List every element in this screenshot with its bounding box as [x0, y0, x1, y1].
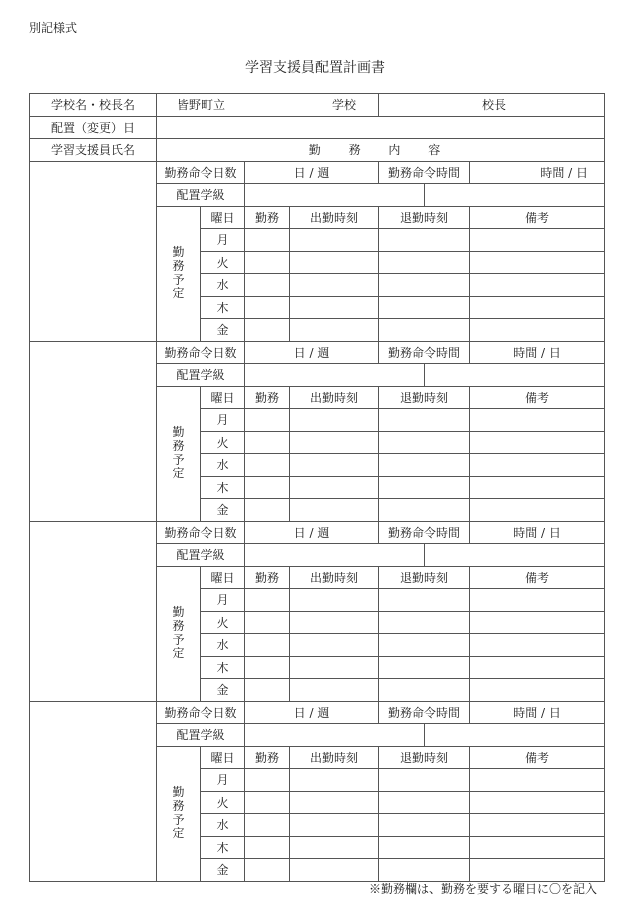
class-value-cell[interactable] — [245, 364, 425, 387]
start-time-cell[interactable] — [290, 859, 379, 882]
note-header: 備考 — [470, 206, 605, 229]
note-cell[interactable] — [470, 679, 605, 702]
work-header: 勤務 — [245, 566, 290, 589]
work-cell[interactable] — [245, 634, 290, 657]
footnote: ※勤務欄は、勤務を要する曜日に〇を記入 — [368, 882, 597, 896]
start-time-cell[interactable] — [290, 791, 379, 814]
class-label: 配置学級 — [157, 544, 245, 567]
note-cell[interactable] — [470, 274, 605, 297]
note-cell[interactable] — [470, 836, 605, 859]
weekday-cell: 金 — [201, 679, 245, 702]
work-cell[interactable] — [245, 791, 290, 814]
note-cell[interactable] — [470, 251, 605, 274]
vertical-char: 務 — [172, 618, 185, 633]
weekday-header: 曜日 — [201, 566, 245, 589]
end-time-cell[interactable] — [379, 859, 470, 882]
vertical-char: 定 — [172, 826, 185, 841]
weekday-cell: 火 — [201, 611, 245, 634]
days-row — [30, 161, 605, 184]
class-extra-cell[interactable] — [425, 544, 605, 567]
hours-label: 勤務命令時間 — [379, 341, 470, 364]
work-cell[interactable] — [245, 679, 290, 702]
vertical-char: 勤 — [172, 604, 185, 619]
start-time-header: 出勤時刻 — [290, 386, 379, 409]
end-time-cell[interactable] — [379, 836, 470, 859]
principal-name-cell[interactable] — [379, 94, 605, 117]
start-time-cell[interactable] — [290, 454, 379, 477]
note-cell[interactable] — [470, 454, 605, 477]
end-time-cell[interactable] — [379, 476, 470, 499]
note-cell[interactable] — [470, 589, 605, 612]
work-cell[interactable] — [245, 859, 290, 882]
work-cell[interactable] — [245, 769, 290, 792]
weekday-cell: 木 — [201, 476, 245, 499]
end-time-cell[interactable] — [379, 431, 470, 454]
note-header: 備考 — [470, 386, 605, 409]
start-time-cell[interactable] — [290, 836, 379, 859]
duty-header: 勤 務 内 容 — [157, 139, 605, 162]
vertical-char: 定 — [172, 646, 185, 661]
weekday-cell: 金 — [201, 319, 245, 342]
start-time-cell[interactable] — [290, 656, 379, 679]
school-label: 学校名・校長名 — [30, 94, 157, 117]
school-name-cell[interactable] — [157, 94, 379, 117]
start-time-cell[interactable] — [290, 274, 379, 297]
end-time-cell[interactable] — [379, 251, 470, 274]
class-label: 配置学級 — [157, 184, 245, 207]
start-time-cell[interactable] — [290, 589, 379, 612]
school-suffix: 学校 — [332, 98, 357, 113]
class-label: 配置学級 — [157, 364, 245, 387]
note-cell[interactable] — [470, 634, 605, 657]
date-label: 配置（変更）日 — [30, 116, 157, 139]
weekday-cell: 水 — [201, 274, 245, 297]
note-cell[interactable] — [470, 296, 605, 319]
start-time-cell[interactable] — [290, 319, 379, 342]
weekday-cell: 木 — [201, 836, 245, 859]
start-time-header: 出勤時刻 — [290, 746, 379, 769]
weekday-cell: 火 — [201, 251, 245, 274]
work-cell[interactable] — [245, 409, 290, 432]
days-unit: 日 / 週 — [245, 521, 379, 544]
vertical-char: 予 — [172, 812, 185, 827]
start-time-cell[interactable] — [290, 431, 379, 454]
vertical-char: 勤 — [172, 244, 185, 259]
weekday-cell: 月 — [201, 229, 245, 252]
weekday-cell: 木 — [201, 296, 245, 319]
weekday-header: 曜日 — [201, 386, 245, 409]
work-cell[interactable] — [245, 454, 290, 477]
days-row — [30, 341, 605, 364]
vertical-char: 務 — [172, 258, 185, 273]
note-cell[interactable] — [470, 499, 605, 522]
weekday-cell: 水 — [201, 634, 245, 657]
work-cell[interactable] — [245, 611, 290, 634]
days-row — [30, 701, 605, 724]
end-time-cell[interactable] — [379, 634, 470, 657]
staff-name-cell[interactable] — [30, 341, 157, 521]
weekday-cell: 火 — [201, 791, 245, 814]
start-time-header: 出勤時刻 — [290, 566, 379, 589]
work-cell[interactable] — [245, 251, 290, 274]
work-cell[interactable] — [245, 656, 290, 679]
end-time-cell[interactable] — [379, 611, 470, 634]
note-header: 備考 — [470, 566, 605, 589]
vertical-char: 予 — [172, 632, 185, 647]
work-cell[interactable] — [245, 319, 290, 342]
work-cell[interactable] — [245, 499, 290, 522]
end-time-cell[interactable] — [379, 229, 470, 252]
work-cell[interactable] — [245, 476, 290, 499]
class-extra-cell[interactable] — [425, 364, 605, 387]
weekday-cell: 月 — [201, 589, 245, 612]
end-time-cell[interactable] — [379, 679, 470, 702]
start-time-cell[interactable] — [290, 679, 379, 702]
hours-unit: 時間 / 日 — [470, 701, 605, 724]
note-cell[interactable] — [470, 476, 605, 499]
staff-name-cell[interactable] — [30, 161, 157, 341]
vertical-char: 定 — [172, 466, 185, 481]
end-time-cell[interactable] — [379, 296, 470, 319]
class-extra-cell[interactable] — [425, 724, 605, 747]
start-time-cell[interactable] — [290, 229, 379, 252]
class-value-cell[interactable] — [245, 184, 425, 207]
note-cell[interactable] — [470, 431, 605, 454]
end-time-cell[interactable] — [379, 409, 470, 432]
weekday-cell: 水 — [201, 814, 245, 837]
schedule-vertical-label — [157, 566, 201, 701]
note-cell[interactable] — [470, 229, 605, 252]
end-time-header: 退勤時刻 — [379, 386, 470, 409]
days-unit: 日 / 週 — [245, 701, 379, 724]
schedule-vertical-label — [157, 206, 201, 341]
end-time-cell[interactable] — [379, 769, 470, 792]
days-row — [30, 521, 605, 544]
vertical-char: 勤 — [172, 784, 185, 799]
work-cell[interactable] — [245, 589, 290, 612]
start-time-header: 出勤時刻 — [290, 206, 379, 229]
form-number-label: 別記様式 — [29, 21, 78, 35]
work-cell[interactable] — [245, 296, 290, 319]
end-time-cell[interactable] — [379, 656, 470, 679]
end-time-cell[interactable] — [379, 589, 470, 612]
hours-unit: 時間 / 日 — [470, 521, 605, 544]
start-time-cell[interactable] — [290, 499, 379, 522]
start-time-cell[interactable] — [290, 251, 379, 274]
end-time-cell[interactable] — [379, 454, 470, 477]
note-cell[interactable] — [470, 859, 605, 882]
hours-label: 勤務命令時間 — [379, 521, 470, 544]
note-cell[interactable] — [470, 409, 605, 432]
vertical-char: 予 — [172, 452, 185, 467]
note-cell[interactable] — [470, 611, 605, 634]
work-header: 勤務 — [245, 206, 290, 229]
vertical-char: 務 — [172, 798, 185, 813]
end-time-header: 退勤時刻 — [379, 746, 470, 769]
end-time-cell[interactable] — [379, 274, 470, 297]
placement-plan-table — [29, 93, 605, 882]
class-value-cell[interactable] — [245, 724, 425, 747]
class-extra-cell[interactable] — [425, 184, 605, 207]
note-cell[interactable] — [470, 769, 605, 792]
hours-unit: 時間 / 日 — [470, 341, 605, 364]
start-time-cell[interactable] — [290, 814, 379, 837]
name-label: 学習支援員氏名 — [30, 139, 157, 162]
weekday-header: 曜日 — [201, 206, 245, 229]
note-cell[interactable] — [470, 319, 605, 342]
start-time-cell[interactable] — [290, 769, 379, 792]
weekday-cell: 月 — [201, 769, 245, 792]
class-value-cell[interactable] — [245, 544, 425, 567]
work-cell[interactable] — [245, 814, 290, 837]
start-time-cell[interactable] — [290, 409, 379, 432]
work-header: 勤務 — [245, 746, 290, 769]
weekday-cell: 金 — [201, 859, 245, 882]
school-row — [30, 94, 605, 117]
end-time-cell[interactable] — [379, 814, 470, 837]
document-title: 学習支援員配置計画書 — [245, 60, 385, 76]
class-label: 配置学級 — [157, 724, 245, 747]
work-header: 勤務 — [245, 386, 290, 409]
start-time-cell[interactable] — [290, 476, 379, 499]
weekday-cell: 火 — [201, 431, 245, 454]
days-label: 勤務命令日数 — [157, 341, 245, 364]
weekday-header: 曜日 — [201, 746, 245, 769]
weekday-cell: 月 — [201, 409, 245, 432]
weekday-cell: 金 — [201, 499, 245, 522]
vertical-char: 勤 — [172, 424, 185, 439]
note-cell[interactable] — [470, 656, 605, 679]
end-time-cell[interactable] — [379, 499, 470, 522]
end-time-cell[interactable] — [379, 319, 470, 342]
days-label: 勤務命令日数 — [157, 161, 245, 184]
hours-label: 勤務命令時間 — [379, 161, 470, 184]
days-label: 勤務命令日数 — [157, 701, 245, 724]
schedule-vertical-label — [157, 746, 201, 881]
note-header: 備考 — [470, 746, 605, 769]
start-time-cell[interactable] — [290, 296, 379, 319]
town-prefix: 皆野町立 — [177, 98, 226, 113]
start-time-cell[interactable] — [290, 611, 379, 634]
note-cell[interactable] — [470, 791, 605, 814]
staff-name-cell[interactable] — [30, 701, 157, 881]
days-unit: 日 / 週 — [245, 341, 379, 364]
schedule-vertical-label — [157, 386, 201, 521]
weekday-cell: 木 — [201, 656, 245, 679]
work-cell[interactable] — [245, 229, 290, 252]
start-time-cell[interactable] — [290, 634, 379, 657]
days-unit: 日 / 週 — [245, 161, 379, 184]
vertical-char: 予 — [172, 272, 185, 287]
work-cell[interactable] — [245, 431, 290, 454]
principal-suffix: 校長 — [482, 98, 507, 113]
vertical-char: 務 — [172, 438, 185, 453]
date-value-cell[interactable] — [157, 116, 605, 139]
vertical-char: 定 — [172, 286, 185, 301]
weekday-cell: 水 — [201, 454, 245, 477]
hours-label: 勤務命令時間 — [379, 701, 470, 724]
staff-name-cell[interactable] — [30, 521, 157, 701]
work-cell[interactable] — [245, 836, 290, 859]
end-time-header: 退勤時刻 — [379, 566, 470, 589]
work-cell[interactable] — [245, 274, 290, 297]
end-time-header: 退勤時刻 — [379, 206, 470, 229]
note-cell[interactable] — [470, 814, 605, 837]
days-label: 勤務命令日数 — [157, 521, 245, 544]
end-time-cell[interactable] — [379, 791, 470, 814]
name-row — [30, 139, 605, 162]
hours-unit: 時間 / 日 — [470, 161, 605, 184]
date-row — [30, 116, 605, 139]
